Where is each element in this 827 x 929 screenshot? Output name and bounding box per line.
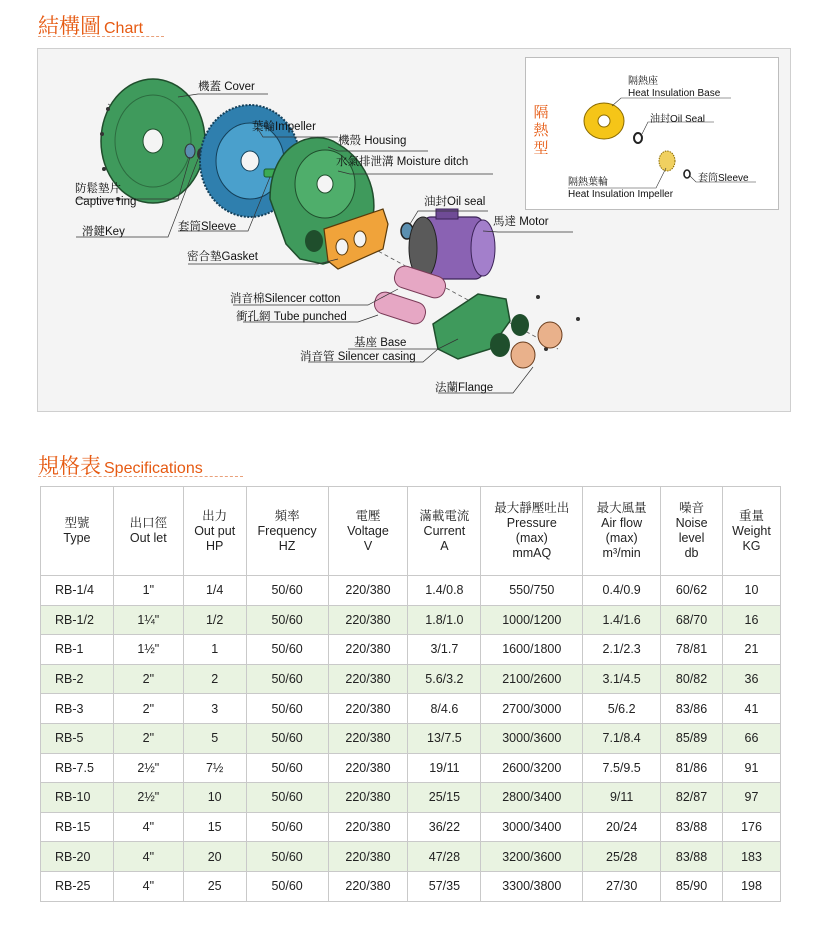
noise-cell: 60/62 [661, 576, 723, 606]
current-cell: 5.6/3.2 [408, 664, 481, 694]
frequency-cell: 50/60 [246, 605, 328, 635]
airflow-cell: 2.1/2.3 [583, 635, 661, 665]
weight-cell: 41 [723, 694, 781, 724]
current-cell: 8/4.6 [408, 694, 481, 724]
current-cell: 25/15 [408, 783, 481, 813]
outlet-cell: 2" [113, 723, 183, 753]
exploded-diagram [37, 48, 791, 412]
label-heat-base-zh: 隔熱座 [628, 76, 658, 87]
current-cell: 13/7.5 [408, 723, 481, 753]
hp-cell: 2 [183, 664, 246, 694]
airflow-cell: 7.1/8.4 [583, 723, 661, 753]
hp-cell: 1/4 [183, 576, 246, 606]
voltage-cell: 220/380 [328, 664, 408, 694]
label-flange: 法蘭Flange [435, 382, 494, 394]
header-en: mmAQ [512, 546, 552, 560]
header-en: Voltage [347, 523, 389, 538]
frequency-cell: 50/60 [246, 871, 328, 901]
frequency-cell: 50/60 [246, 812, 328, 842]
header-en: (max) [605, 531, 638, 545]
pressure-cell: 3200/3600 [481, 842, 583, 872]
pressure-cell: 1000/1200 [481, 605, 583, 635]
weight-cell: 91 [723, 753, 781, 783]
hp-cell: 3 [183, 694, 246, 724]
outlet-cell: 1" [113, 576, 183, 606]
chart-title-en: Chart [104, 20, 144, 37]
header-en: KG [742, 538, 761, 553]
header-zh: 重量 [738, 508, 764, 523]
table-row [41, 576, 781, 606]
header-en: Noise [675, 516, 708, 530]
label-key: 滑鍵Key [82, 226, 125, 238]
table-row [41, 871, 781, 901]
type-cell: RB-7.5 [41, 753, 114, 783]
type-cell: RB-15 [41, 812, 114, 842]
weight-cell: 97 [723, 783, 781, 813]
noise-cell: 85/89 [661, 723, 723, 753]
weight-cell: 183 [723, 842, 781, 872]
weight-cell: 10 [723, 576, 781, 606]
airflow-cell: 9/11 [583, 783, 661, 813]
pressure-cell: 2800/3400 [481, 783, 583, 813]
label-motor: 馬達 Motor [493, 216, 549, 228]
noise-cell: 83/88 [661, 812, 723, 842]
pressure-cell: 3300/3800 [481, 871, 583, 901]
current-cell: 47/28 [408, 842, 481, 872]
spec-table [40, 486, 781, 902]
label-heat-impeller-en: Heat Insulation Impeller [568, 189, 674, 200]
header-en: Out let [129, 531, 167, 545]
header-cell [583, 487, 661, 576]
voltage-cell: 220/380 [328, 635, 408, 665]
table-row [41, 605, 781, 635]
motor-part [409, 209, 495, 279]
header-zh: 出力 [202, 508, 228, 523]
outlet-cell: 2" [113, 694, 183, 724]
hp-cell: 20 [183, 842, 246, 872]
chart-title-rule [38, 36, 164, 37]
table-row [41, 842, 781, 872]
frequency-cell: 50/60 [246, 753, 328, 783]
current-cell: 3/1.7 [408, 635, 481, 665]
header-en: Air flow [601, 516, 643, 530]
pressure-cell: 2700/3000 [481, 694, 583, 724]
voltage-cell: 220/380 [328, 842, 408, 872]
voltage-cell: 220/380 [328, 783, 408, 813]
airflow-cell: 27/30 [583, 871, 661, 901]
current-cell: 19/11 [408, 753, 481, 783]
header-cell [41, 487, 114, 576]
weight-cell: 16 [723, 605, 781, 635]
label-silencer-cotton: 消音棉Silencer cotton [230, 293, 341, 305]
pressure-cell: 1600/1800 [481, 635, 583, 665]
pressure-cell: 3000/3600 [481, 723, 583, 753]
voltage-cell: 220/380 [328, 605, 408, 635]
header-cell [113, 487, 183, 576]
header-cell [408, 487, 481, 576]
label-sleeve: 套筒Sleeve [178, 221, 237, 233]
airflow-cell: 1.4/1.6 [583, 605, 661, 635]
header-en: m³/min [602, 546, 641, 560]
pressure-cell: 550/750 [481, 576, 583, 606]
label-inset-sleeve: 套筒Sleeve [698, 173, 749, 184]
label-oil-seal: 油封Oil seal [424, 196, 486, 208]
header-en: level [678, 531, 705, 545]
header-en: Frequency [257, 523, 317, 538]
pressure-cell: 2600/3200 [481, 753, 583, 783]
label-housing: 機殼 Housing [338, 135, 407, 147]
type-cell: RB-20 [41, 842, 114, 872]
type-cell: RB-25 [41, 871, 114, 901]
airflow-cell: 5/6.2 [583, 694, 661, 724]
table-row [41, 694, 781, 724]
noise-cell: 81/86 [661, 753, 723, 783]
table-row [41, 753, 781, 783]
table-body [41, 576, 781, 902]
noise-cell: 85/90 [661, 871, 723, 901]
voltage-cell: 220/380 [328, 871, 408, 901]
type-cell: RB-2 [41, 664, 114, 694]
frequency-cell: 50/60 [246, 723, 328, 753]
table-header-row [41, 487, 781, 576]
hp-cell: 5 [183, 723, 246, 753]
current-cell: 57/35 [408, 871, 481, 901]
label-impeller: 葉輪Impeller [252, 121, 316, 133]
table-row [41, 635, 781, 665]
header-en: Out put [194, 523, 236, 538]
header-en: HP [206, 538, 224, 553]
outlet-cell: 4" [113, 812, 183, 842]
header-en: Current [423, 523, 466, 538]
type-cell: RB-5 [41, 723, 114, 753]
pressure-cell: 3000/3400 [481, 812, 583, 842]
outlet-cell: 4" [113, 871, 183, 901]
label-captive-ring-zh: 防鬆墊片 [75, 183, 121, 195]
header-cell [661, 487, 723, 576]
type-cell: RB-10 [41, 783, 114, 813]
weight-cell: 66 [723, 723, 781, 753]
frequency-cell: 50/60 [246, 635, 328, 665]
voltage-cell: 220/380 [328, 723, 408, 753]
label-captive-ring-en: Captive ring [75, 196, 137, 208]
airflow-cell: 0.4/0.9 [583, 576, 661, 606]
label-base: 基座 Base [354, 337, 407, 349]
header-zh: 最大靜壓吐出 [494, 501, 570, 515]
outlet-cell: 4" [113, 842, 183, 872]
weight-cell: 198 [723, 871, 781, 901]
spec-title-en: Specifications [104, 460, 203, 477]
outlet-cell: 1¼" [113, 605, 183, 635]
airflow-cell: 7.5/9.5 [583, 753, 661, 783]
hp-cell: 1/2 [183, 605, 246, 635]
table-row [41, 783, 781, 813]
frequency-cell: 50/60 [246, 842, 328, 872]
airflow-cell: 25/28 [583, 842, 661, 872]
header-en: V [363, 538, 373, 553]
label-gasket: 密合墊Gasket [187, 251, 258, 263]
hp-cell: 15 [183, 812, 246, 842]
header-en: Weight [732, 523, 771, 538]
noise-cell: 78/81 [661, 635, 723, 665]
hp-cell: 10 [183, 783, 246, 813]
current-cell: 1.8/1.0 [408, 605, 481, 635]
header-cell [723, 487, 781, 576]
label-tube-punched: 衝孔網 Tube punched [236, 311, 347, 323]
current-cell: 1.4/0.8 [408, 576, 481, 606]
outlet-cell: 1½" [113, 635, 183, 665]
header-cell [246, 487, 328, 576]
type-cell: RB-3 [41, 694, 114, 724]
table-row [41, 664, 781, 694]
header-cell [328, 487, 408, 576]
outlet-cell: 2½" [113, 753, 183, 783]
voltage-cell: 220/380 [328, 812, 408, 842]
voltage-cell: 220/380 [328, 576, 408, 606]
frequency-cell: 50/60 [246, 664, 328, 694]
header-zh: 出口徑 [129, 516, 168, 530]
type-cell: RB-1/2 [41, 605, 114, 635]
frequency-cell: 50/60 [246, 694, 328, 724]
table-row [41, 723, 781, 753]
frequency-cell: 50/60 [246, 576, 328, 606]
inset-title: 隔熱型 [533, 104, 549, 157]
label-moisture-ditch: 水氣排泄溝 Moisture ditch [336, 156, 469, 168]
hp-cell: 25 [183, 871, 246, 901]
current-cell: 36/22 [408, 812, 481, 842]
noise-cell: 82/87 [661, 783, 723, 813]
label-heat-impeller-zh: 隔熱葉輪 [568, 177, 608, 188]
header-zh: 型號 [64, 516, 90, 530]
label-silencer-casing: 消音管 Silencer casing [300, 351, 416, 363]
hp-cell: 7½ [183, 753, 246, 783]
weight-cell: 21 [723, 635, 781, 665]
header-cell [481, 487, 583, 576]
header-en: db [684, 546, 699, 560]
header-zh: 噪音 [679, 501, 705, 515]
noise-cell: 83/86 [661, 694, 723, 724]
header-en: Type [63, 531, 91, 545]
label-cover: 機蓋 Cover [198, 81, 255, 93]
frequency-cell: 50/60 [246, 783, 328, 813]
type-cell: RB-1 [41, 635, 114, 665]
pressure-cell: 2100/2600 [481, 664, 583, 694]
header-cell [183, 487, 246, 576]
header-en: HZ [278, 538, 296, 553]
header-zh: 電壓 [355, 508, 381, 523]
airflow-cell: 20/24 [583, 812, 661, 842]
noise-cell: 68/70 [661, 605, 723, 635]
table-row [41, 812, 781, 842]
header-en: Pressure [506, 516, 557, 530]
outlet-cell: 2½" [113, 783, 183, 813]
header-zh: 滿載電流 [419, 508, 470, 523]
header-en: (max) [515, 531, 548, 545]
voltage-cell: 220/380 [328, 753, 408, 783]
noise-cell: 80/82 [661, 664, 723, 694]
chart-title-zh: 結構圖 [38, 15, 101, 38]
noise-cell: 83/88 [661, 842, 723, 872]
airflow-cell: 3.1/4.5 [583, 664, 661, 694]
type-cell: RB-1/4 [41, 576, 114, 606]
spec-title-zh: 規格表 [38, 455, 101, 478]
label-inset-oil-seal: 油封Oil Seal [650, 114, 706, 125]
outlet-cell: 2" [113, 664, 183, 694]
spec-title-rule [38, 476, 243, 477]
weight-cell: 36 [723, 664, 781, 694]
hp-cell: 1 [183, 635, 246, 665]
label-heat-base-en: Heat Insulation Base [628, 88, 721, 99]
weight-cell: 176 [723, 812, 781, 842]
header-zh: 最大風量 [596, 501, 647, 515]
header-en: A [440, 538, 449, 553]
voltage-cell: 220/380 [328, 694, 408, 724]
header-zh: 頻率 [274, 508, 300, 523]
